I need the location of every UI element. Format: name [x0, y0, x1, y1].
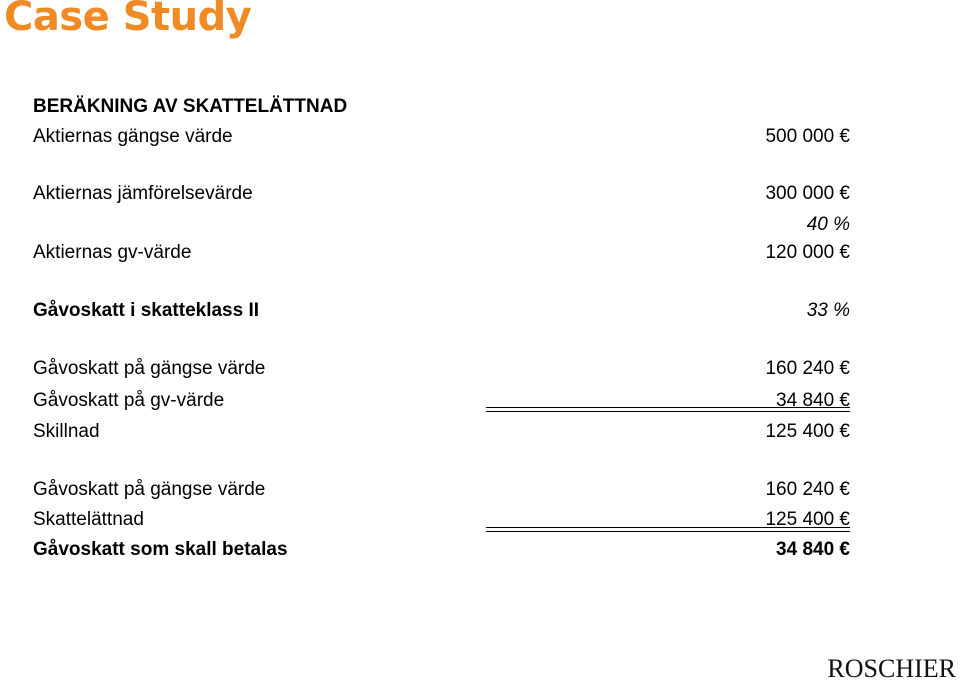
table-row	[33, 537, 850, 563]
row-label: Gåvoskatt som skall betalas	[33, 539, 288, 560]
row-value: 125 400 €	[765, 421, 850, 442]
row-value: 125 400 €	[765, 509, 850, 530]
percentage-value: 33 %	[806, 300, 850, 321]
row-label: Gåvoskatt på gängse värde	[33, 358, 266, 379]
row-label: Gåvoskatt på gängse värde	[33, 479, 266, 500]
table-row	[33, 507, 850, 533]
row-value: 120 000 €	[765, 242, 850, 263]
row-value: 160 240 €	[765, 479, 850, 500]
row-value: 160 240 €	[765, 358, 850, 379]
roschier-logo: ROSCHIER	[827, 654, 956, 683]
table-row	[33, 388, 850, 414]
table-row	[33, 124, 850, 150]
table-row	[33, 298, 850, 324]
section-heading-row	[33, 94, 850, 120]
row-label: Skattelättnad	[33, 509, 144, 530]
row-value: 300 000 €	[765, 183, 850, 204]
row-label: Aktiernas gv-värde	[33, 242, 192, 263]
section-heading: BERÄKNING AV SKATTELÄTTNAD	[33, 96, 348, 117]
table-row	[33, 419, 850, 445]
row-label: Aktiernas gängse värde	[33, 126, 233, 147]
row-label: Aktiernas jämförelsevärde	[33, 183, 253, 204]
table-row	[33, 240, 850, 266]
row-label: Skillnad	[33, 421, 100, 442]
row-label: Gåvoskatt på gv-värde	[33, 390, 225, 411]
table-row	[33, 212, 850, 238]
table-row	[33, 181, 850, 207]
row-value: 500 000 €	[765, 126, 850, 147]
table-row	[33, 356, 850, 382]
table-row	[33, 477, 850, 503]
page-title: Case Study	[4, 0, 252, 40]
percentage-value: 40 %	[806, 214, 850, 235]
row-label: Gåvoskatt i skatteklass II	[33, 300, 260, 321]
row-value: 34 840 €	[776, 539, 850, 560]
row-value: 34 840 €	[776, 390, 850, 411]
